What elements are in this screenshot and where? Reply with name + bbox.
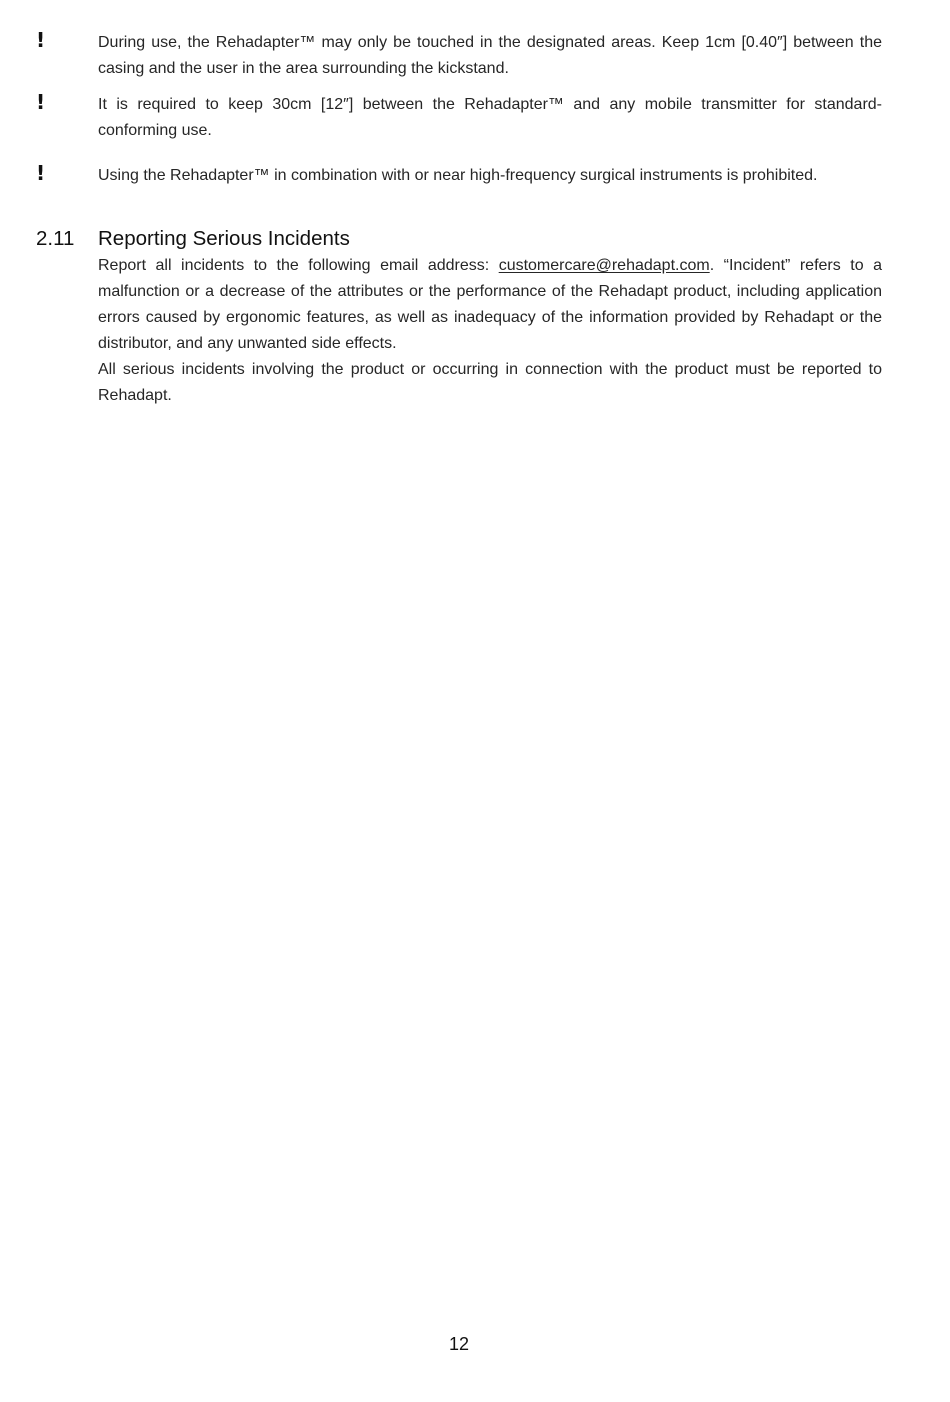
section-body [98,253,882,409]
exclamation-icon: ! [36,161,46,185]
section-number: 2.11 [36,227,75,250]
exclamation-icon: ! [36,90,46,114]
reporting-paragraph: All serious incidents involving the product or occurring in connection with the product must be reported to Rehadapt. [98,361,882,404]
section-title: Reporting Serious Incidents [98,227,350,250]
email-link[interactable]: customercare@rehadapt.com [498,257,710,274]
incident-intro-text: Report all incidents to the following email address: [98,257,499,274]
warning-text: Using the Rehadapter™ in combination with or near high-frequency surgical instruments is prohibited. [98,167,818,184]
incident-definition-text: . “Incident” refers to a malfunction or a decrease of the attributes or the performance of the Rehadapt product, including application errors caused by ergonomic features, as well as inadequacy of the information provided by Rehadapt or the distributor, and any unwanted side effects. [98,257,882,352]
incident-paragraph [98,253,882,357]
warning-text: It is required to keep 30cm [12″] between the Rehadapter™ and any mobile transmitter for standard-conforming use. [98,96,882,139]
section-heading [36,226,882,256]
exclamation-icon: ! [36,28,46,52]
warning-text: During use, the Rehadapter™ may only be touched in the designated areas. Keep 1cm [0.40″] between the casing and the user in the area surrounding the kickstand. [98,34,882,77]
page-number: 12 [448,1334,470,1354]
